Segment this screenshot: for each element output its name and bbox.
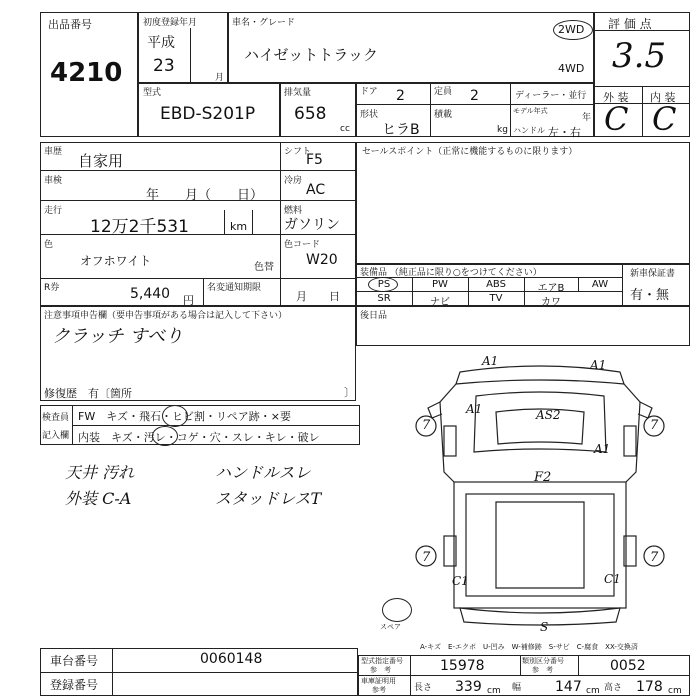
height: 178 <box>636 679 663 695</box>
mark-a1-right: A1 <box>594 442 611 456</box>
later-items-box <box>356 306 690 346</box>
height-unit: cm <box>668 686 682 696</box>
selling-points-label: セールスポイント（正常に機能するものに限ります） <box>362 147 578 157</box>
color-label: 色 <box>44 240 54 250</box>
color-code-label: 色コード <box>284 240 321 250</box>
mileage-label: 走行 <box>44 206 63 216</box>
cert-sub: 参考 <box>372 686 386 694</box>
mark-a1-front-right: A1 <box>590 358 607 372</box>
yen-unit: 円 <box>183 294 194 307</box>
cc-unit: cc <box>340 124 350 134</box>
width: 147 <box>555 679 582 695</box>
equip-leather: カワ <box>541 297 561 308</box>
chassis-number: 0060148 <box>200 651 263 667</box>
class-num-label: 類別区分番号 <box>522 657 564 665</box>
recycle-label: R券 <box>44 283 60 293</box>
mark-7-rl: 7 <box>422 550 431 565</box>
loading-label: 積載 <box>434 110 453 120</box>
lot-label: 出品番号 <box>48 18 92 31</box>
eval-label: 評 価 点 <box>608 17 652 31</box>
length-unit: cm <box>487 686 501 696</box>
type-num-label: 型式指定番号 <box>361 657 403 665</box>
length-label: 長さ <box>414 683 433 693</box>
inspector-line-1: FW キズ・飛石・ヒビ割・リペア跡・×要 <box>78 410 291 423</box>
width-unit: cm <box>586 686 600 696</box>
model-label: 型式 <box>143 88 162 98</box>
repair-close: 〕 <box>344 386 355 399</box>
era: 平成 <box>147 35 175 51</box>
drive-2wd: 2WD <box>558 23 585 36</box>
equip-ps: PS <box>377 279 391 290</box>
ac: AC <box>306 182 326 198</box>
handle-label: ハンドル <box>513 126 545 135</box>
dealer-label: ディーラー・並行 <box>515 91 587 101</box>
drive-4wd: 4WD <box>558 62 585 75</box>
warranty-label: 新車保証書 <box>630 269 676 279</box>
repair-label: 修復歴 有〔箇所 <box>44 387 132 400</box>
equipment-label: 装備品 （純正品に限り○をつけてください） <box>360 268 542 278</box>
mark-as2: AS2 <box>536 408 561 422</box>
type-num: 15978 <box>440 658 485 674</box>
equip-sr: SR <box>377 293 391 304</box>
doors-label: ドア <box>360 87 378 97</box>
ac-label: 冷房 <box>284 176 303 186</box>
color-change-label: 色替 <box>254 262 274 273</box>
mark-s-rear: S <box>540 620 549 634</box>
year-unit: 年 <box>582 113 592 123</box>
shift-label: シフト <box>284 147 312 157</box>
selling-points-box <box>356 142 690 264</box>
equip-navi: ナビ <box>430 297 450 308</box>
color-code: W20 <box>306 252 338 268</box>
history: 自家用 <box>78 152 124 170</box>
capacity-label: 定員 <box>434 87 453 97</box>
displacement: 658 <box>294 104 327 124</box>
history-label: 車歴 <box>44 147 63 157</box>
notice-date: 月 日 <box>296 290 340 303</box>
model: EBD-S201P <box>160 104 256 124</box>
exterior-grade: C <box>604 100 629 138</box>
mark-a1-left: A1 <box>466 402 483 416</box>
mark-a1-front: A1 <box>482 354 499 368</box>
dirt-circle <box>152 426 178 446</box>
shift: F5 <box>306 152 323 168</box>
inspector-label-1: 検査員 <box>42 413 70 423</box>
mileage: 12万2千531 <box>90 217 189 237</box>
stone-chip-circle <box>162 405 188 427</box>
width-label: 幅 <box>512 683 522 693</box>
mark-7-rr: 7 <box>650 550 659 565</box>
notes-handwritten: クラッチ すべり <box>52 326 184 347</box>
lot-number: 4210 <box>50 58 123 88</box>
exterior-label: 外 装 <box>603 91 629 104</box>
inspection-label: 車検 <box>44 176 63 186</box>
inspection: 年 月（ 日） <box>146 188 264 203</box>
inspector-line-2: 内装 キズ・汚レ・コゲ・穴・スレ・キレ・破レ <box>78 431 320 444</box>
equip-aw: AW <box>591 279 609 290</box>
km-unit: km <box>230 220 248 233</box>
spare-label: スペア <box>380 623 401 631</box>
class-num: 0052 <box>610 658 646 674</box>
shape: ヒラB <box>382 122 420 138</box>
handle-options: 左・右 <box>548 126 581 139</box>
color: オフホワイト <box>80 254 152 268</box>
reg-month-unit: 月 <box>215 73 225 83</box>
remark-ceiling: 天井 汚れ <box>65 463 135 482</box>
remark-exterior: 外装 C-A <box>65 489 132 508</box>
inspector-label-2: 記入欄 <box>42 431 70 441</box>
fuel: ガソリン <box>284 217 340 233</box>
capacity: 2 <box>470 88 479 104</box>
equip-pw: PW <box>432 279 448 290</box>
first-reg-label: 初度登録年月 <box>143 18 198 28</box>
warranty: 有・無 <box>630 288 670 303</box>
length: 339 <box>455 679 482 695</box>
mark-7-fl: 7 <box>422 418 431 433</box>
later-items-label: 後日品 <box>360 311 388 321</box>
car-diagram <box>410 352 670 632</box>
kg-unit: kg <box>497 125 508 135</box>
interior-label: 内 装 <box>650 91 676 104</box>
car-name: ハイゼットトラック <box>244 46 378 64</box>
damage-legend: A-キズ E-エクボ U-凹み W-補修跡 S-サビ C-腐食 XX-交換済 <box>420 643 638 651</box>
equip-airbag: エアB <box>537 283 565 294</box>
displacement-label: 排気量 <box>284 88 312 98</box>
cert-label: 車庫証明用 <box>361 677 396 685</box>
model-year-label: モデル年式 <box>513 107 548 115</box>
spare-circle <box>382 598 412 622</box>
recycle-amount: 5,440 <box>130 286 171 302</box>
notice-label: 名変通知期限 <box>207 283 262 293</box>
notes-label: 注意事項申告欄（要申告事項がある場合は記入して下さい） <box>44 311 288 321</box>
equip-abs: ABS <box>486 279 506 290</box>
fuel-label: 燃料 <box>284 206 303 216</box>
height-label: 高さ <box>604 683 623 693</box>
remark-studless: スタッドレスT <box>215 489 322 508</box>
car-name-label: 車名・グレード <box>232 18 296 28</box>
remark-handle: ハンドルスレ <box>215 463 311 482</box>
eval-score: 3.5 <box>612 36 667 76</box>
equip-tv: TV <box>489 293 503 304</box>
interior-grade: C <box>652 100 677 138</box>
mark-c1-left: C1 <box>452 574 469 588</box>
reg-label: 登録番号 <box>50 678 99 692</box>
chassis-label: 車台番号 <box>50 654 99 668</box>
mark-f2: F2 <box>534 470 552 485</box>
shape-label: 形状 <box>360 110 379 120</box>
class-num-sub: 参 考 <box>532 666 553 674</box>
mark-7-fr: 7 <box>650 418 659 433</box>
mark-c1-right: C1 <box>604 572 621 586</box>
reg-year: 23 <box>153 56 175 76</box>
type-num-sub: 参 考 <box>370 666 391 674</box>
ps-circle <box>368 277 398 292</box>
doors: 2 <box>396 88 405 104</box>
